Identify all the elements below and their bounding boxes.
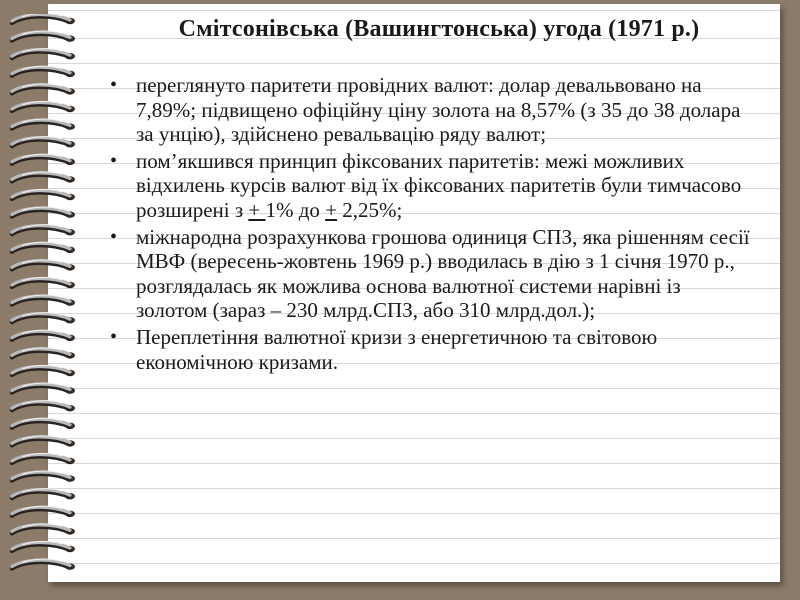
bullet-item-4	[106, 325, 756, 374]
bullet-item-2	[106, 149, 756, 223]
spiral-ring-icon	[12, 559, 75, 570]
spiral-ring-icon	[12, 189, 75, 200]
slide-title: Смітсонівська (Вашингтонська) угода (1971 р.)	[178, 16, 700, 42]
spiral-ring-icon	[12, 242, 75, 253]
spiral-ring-icon	[12, 383, 75, 394]
spiral-ring-icon	[12, 207, 75, 218]
bullet-text: Переплетіння валютної кризи з енергетичною та світовою економічною кризами.	[136, 324, 658, 374]
spiral-ring-icon	[12, 489, 75, 500]
spiral-ring-icon	[12, 260, 75, 271]
spiral-ring-icon	[12, 84, 75, 95]
bullet-dot: •	[110, 74, 118, 96]
spiral-ring-icon	[12, 330, 75, 341]
bullet-item-1	[106, 73, 756, 147]
spiral-ring-icon	[12, 137, 75, 148]
spiral-ring-icon	[12, 348, 75, 359]
slide-content	[106, 16, 756, 376]
bullet-dot: •	[110, 149, 118, 172]
bullet-text-part: 2,25%;	[337, 197, 403, 222]
spiral-ring-icon	[12, 277, 75, 288]
spiral-ring-icon	[12, 453, 75, 464]
plus-minus-sign: +	[248, 197, 266, 222]
spiral-ring-icon	[12, 101, 75, 112]
spiral-ring-icon	[12, 49, 75, 60]
spiral-ring-icon	[12, 524, 75, 535]
spiral-ring-icon	[12, 172, 75, 183]
spiral-ring-icon	[12, 541, 75, 552]
bullet-text-part: 1% до	[265, 197, 326, 222]
spiral-ring-icon	[12, 66, 75, 77]
bullet-text-part: пом’якшився принцип фіксованих паритетів: межі можливих відхилень курсів валют від їх фіксованих паритетів були тимчасово розширені з	[136, 148, 742, 222]
bullet-list	[106, 73, 756, 374]
spiral-ring-icon	[12, 436, 75, 447]
spiral-ring-icon	[12, 418, 75, 429]
bullet-text: переглянуто паритети провідних валют: долар девальвовано на 7,89%; підвищено офіційну ціну золота на 8,57% (з 35 до 38 долара за унцію), здійснено ревальвацію ряду валют;	[136, 73, 741, 147]
bullet-text	[136, 149, 741, 222]
bullet-item-3	[106, 225, 756, 323]
spiral-binding-icon	[0, 14, 90, 584]
bullet-dot: •	[110, 325, 118, 348]
spiral-ring-icon	[12, 401, 75, 412]
spiral-ring-icon	[12, 506, 75, 517]
spiral-ring-icon	[12, 119, 75, 130]
spiral-ring-icon	[12, 14, 75, 24]
spiral-ring-icon	[12, 471, 75, 482]
plus-minus-sign: +	[325, 197, 338, 222]
spiral-ring-icon	[12, 154, 75, 165]
spiral-ring-icon	[12, 295, 75, 306]
spiral-ring-icon	[12, 313, 75, 324]
spiral-ring-icon	[12, 31, 75, 42]
bullet-text: міжнародна розрахункова грошова одиниця СПЗ, яка рішенням сесії МВФ (вересень-жовтень 1969 р.) вводилась в дію з 1 січня 1970 р., розглядалась як можлива основа валютної системи нарівні із золотом (зараз – 230 млрд.СПЗ, або 310 млрд.дол.);	[136, 224, 750, 323]
spiral-ring-icon	[12, 225, 75, 236]
bullet-dot: •	[110, 225, 118, 248]
spiral-ring-icon	[12, 365, 75, 376]
